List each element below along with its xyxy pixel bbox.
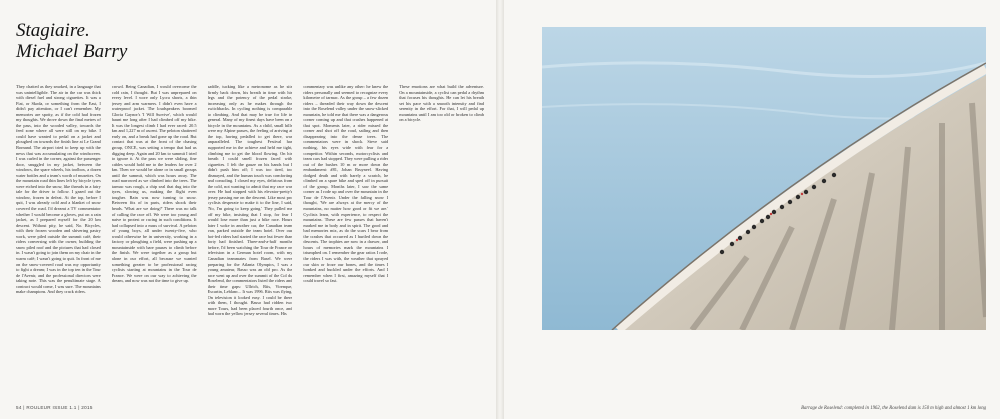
- article-columns: [16, 84, 484, 386]
- dam-photo: [542, 27, 986, 330]
- page-folio: 54 | ROULEUR ISSUE 1.1 | 2015: [16, 405, 93, 410]
- article-title: [16, 20, 127, 62]
- page-gutter: [496, 0, 504, 419]
- right-page: [504, 0, 1000, 419]
- text-column-1: They chatted as they smoked, in a language that was unintelligible. The air in the car was thick with diesel fuel and strong cigarettes. It was a Fiat, or Skoda, or something from the East, I didn't pay attention, or I can't remember. My memories are spotty, as if the cold had frozen my thoughts. We drove down the final metres of the pass, into the wooded valley, towards the feed zone where all were still on my bike. I could have wanted to pedal on a jacket and ploughed on towards the finish line at Le Grand Bornand. The airport tried to keep up with the news that was accumulating on the windscreen. I was curled in the corner, against the passenger door, snuggled in my jacket, between the windows, the spare wheels, his toolbox, a dozen water bottles and a team's worth of musettes. On the mountain road thin lines left by bicycle tyres were etched into the snow, like threads in a fairy tale for the driver to follow. I gazed out the window, frozen in defeat. At the top, before I quit, I was already cold and a blanket of snow covered the road. I'd dreamt a TV commentator whether I would become a gloves, put on a rain jacket, as I prepared myself for the 20 km descent. Without pity, he said, No. Bicycles, with their frozen wooden and shivering pastry work, were piled outside the summit café, their riders conversing with the owner, building the snow piled roof and the pictures that had closed in. I wasn't going to join them on my chair in the warm café; I wasn't going to quit. In front of me on the snow-covered road was my opportunity to fight a dream; I was in the top ten in the Tour de l'Avenir, and the professional directors were taking note. This was the penultimate stage. A contract would come, I was sure. The mountains make champions. And they crack riders.: [16, 84, 101, 295]
- text-column-5: These emotions are what build the adventure. On a mountainside, a cyclist can pedal a rhythm that focuses his thoughts. He can let his breath set his pace with a smooth intensity and find serenity in the effort. For that, I will pedal up mountains until I am too old or broken to climb on a bicycle.: [399, 84, 484, 123]
- left-page: [0, 0, 496, 419]
- dam-illustration: [542, 27, 986, 330]
- photo-caption: Barrage de Roselend: completed in 1962, the Roselend dam is 150 m high and almost 1 km long: [801, 406, 986, 411]
- text-column-2: crowd. Being Canadian, I would overcome the cold rain, I thought. But I was unprepared on every level. I wore only Lycra shorts, a thin jersey and arm warmers. I didn't even have a waterproof jacket. The loudspeakers boomed Gloria Gaynor's 'I Will Survive', which would haunt me long after I had climbed off my bike. It was the longest climb I had ever raced: 20.5 km and 1,227 m of ascent. The peloton shattered early on, and a break had gone up the road. But contact that was at the front of the chasing group, ONCE, was setting a tempo that had us digging deep. Again and 20 km to summit I tried to ignore it. At the pass we were sliding, fine cables would hold me to the leaders for over 2 km. Then we would be alone or in small groups until the summit, which was hours away. The road narrowed as we climbed into the trees. The tarmac was rough, a chip seal that dug into the tyres, slowing us, making the flight even tougher. Rain was now turning to snow. Between fits of in parts, riders shook their heads. 'What are we doing?' There was no talk of calling the race off. We were too young and naive to protest or racing in such conditions. It had collapsed into a mass of survival. A peloton of young boys, all under twenty-five, who would otherwise be in university, working in a factory or ploughing a field, were pushing up a mountainside with bare pauses to climb before the finish. We were together as a group but alone in our effort, all because we wanted something greater to be professional racing cyclists starting at mountains in the Tour de France. We were on our way to achieving the dream, and now was not the time to give up.: [111, 84, 197, 284]
- title-line-1: Stagiaire.: [16, 20, 90, 41]
- text-column-3: saddle, tucking like a metronome as he sits firmly back down, his breath in time with his legs and the potency of the pedal stroke, increasing only as he makes through the switchbacks. In cycling nothing is comparable to climbing. And that may be true for life in general. Many of my finest days have been on a bicycle in the mountains. As a child, small hills were my Alpine passes, the feeling of arriving at the top, having pedalled to get there, was unparalleled. The toughest Festival has supported me in the achieve and held me tight, climbing me to get the blood flowing. On his breath I could smell frozen faced with cigarettes. I felt the gauze on his hands but I didn't push him off; I was too tired, too dismayed, and the human touch was comforting and consoling. I closed my eyes, delirious from the cold, not wanting to admit that my race was over. He had stopped with his elevator-pretty's jersey passing me on the descent. Like most pro cyclists desperate to make it to the line, I said, 'No, I'm going to keep going.' They pulled me off my bike, insisting that I stop, for fear I would lose more than just a bike race. Hours later I woke in another car, the Canadian team van, parked outside the team hotel. Over our hot-fed riders had started the race but fewer than forty had finished. Three-and-a-half months before, I'd been watching the Tour de France on television in a German hotel room, with my Canadian teammates from Basel. We were preparing for the Atlanta Olympics, I was a young amateur, Basso was an old pro. As the race went up and over the summit of the Col du Roselend, the commentators listed the riders and their time gaps: Ullrich, Riis, Virenque, Escartin, Leblanc... It was 1996. Riis was flying. On television it looked easy. I could be there with them, I thought. Basso had ridden two more Tours, had been placed fourth once, and had worn the yellow jersey several times. His: [207, 84, 293, 317]
- title-author: Michael Barry: [16, 41, 128, 62]
- text-column-4: commentary was unlike any other: he knew the riders personally and seemed to recognize every kilometre of tarmac. As the group – a few dozen riders – threaded their way down the descent into the Roselend valley under the snow-slicked mountain, he told me that there was a dangerous corner coming up and that crashes happened at that spot. Moments later, a rider missed the corner and shot off the road, sailing and then disappearing into the dense trees. The commentators were in shock. Steve said nothing, his eyes wide with fear for a competitor. Within seconds, motorcyclists and team cars had stopped. They were pulling a rider out of the bushes 10 m or more down the embankment: #81, Johan Bruyneel. Having dodged death and with barely a scratch, he climbed on a spare bike and sped off in pursuit of the group. Months later, I saw the same corner as I rode up and over the mountain in the Tour de l'Avenir. Under the falling snow I thought, 'We are always at the mercy of the mountains, no matter how good or fit we are.' Cyclists learn, with experience, to respect the mountains. These are few passes that haven't marked me in body and in spirit. The good and bad memories mix, as do the scars I bear from the crashes that occurred as I hurtled down the descents. The trophies are now in a drawer, and hours of memories mark the mountains I triumphed on. I remember the gear ratios I rode, the riders I was with, the weather that sprayed our skin or froze our bones, and the times I honked and buckled under the efforts. And I remember when I first, amazing myself that I could travel so fast.: [303, 84, 389, 284]
